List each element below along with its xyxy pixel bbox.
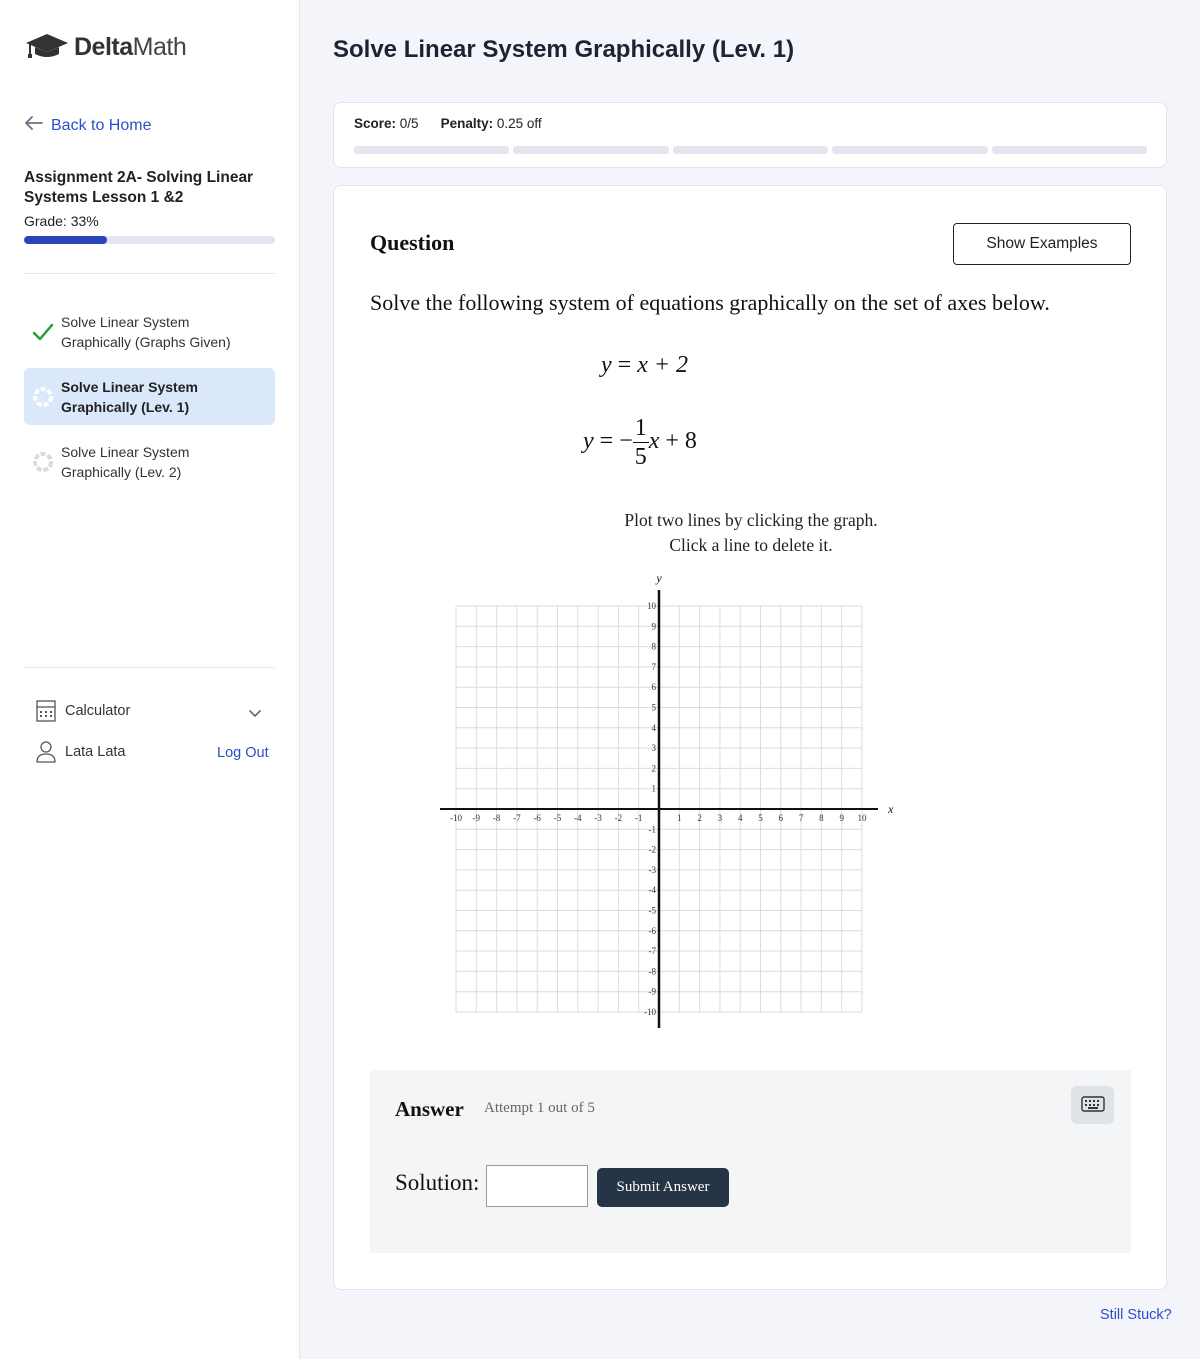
grade-progress-fill [24,236,107,244]
problem-item-lev-2[interactable] [24,433,275,490]
calculator-label: Calculator [65,703,131,719]
sidebar-divider [24,667,275,668]
x-tick-label: 8 [819,813,824,823]
calculator-icon [36,700,56,722]
x-tick-label: -3 [594,813,602,823]
chevron-down-icon[interactable] [248,706,262,725]
back-to-home-link[interactable] [24,116,151,135]
x-tick-label: -7 [513,813,521,823]
y-tick-label: 10 [647,601,656,611]
arrow-left-icon [24,116,43,135]
x-tick-label: 9 [839,813,844,823]
problem-item-graphs-given[interactable] [24,303,275,360]
x-tick-label: 6 [778,813,784,823]
solution-label: Solution: [395,1170,480,1195]
x-tick-label: 7 [798,813,804,823]
y-tick-label: 8 [651,641,656,652]
logout-link[interactable]: Log Out [217,745,269,761]
problem-item-lev-1[interactable] [24,368,275,425]
x-tick-label: -10 [450,813,462,823]
question-prompt: Solve the following system of equations graphically on the set of axes below. [370,290,1050,315]
x-tick-label: 2 [697,813,702,823]
coordinate-graph[interactable] [434,568,894,1033]
x-tick-label: -6 [533,813,541,823]
y-tick-label: -3 [648,864,656,875]
graduation-cap-icon [24,30,70,65]
y-tick-label: 6 [651,682,656,693]
grade-progress-bar [24,236,275,244]
score-segment [992,146,1147,154]
not-started-circle-icon [32,451,54,473]
x-tick-label: -2 [614,813,623,823]
show-examples-button[interactable]: Show Examples [953,223,1131,265]
x-tick-label: 4 [737,813,743,823]
logo-text: DeltaMath [74,33,187,61]
score-progress-segments [354,146,1147,154]
score-value: 0/5 [399,116,419,131]
still-stuck-link[interactable]: Still Stuck? [1100,1307,1172,1323]
graph-instruction-2: Click a line to delete it. [669,535,833,555]
y-tick-label: 7 [651,661,656,672]
problem-item-label: Solve Linear System Graphically (Lev. 2) [61,443,190,480]
y-tick-label: -10 [644,1007,656,1017]
problem-item-label: Solve Linear System Graphically (Graphs Given) [61,313,231,350]
score-card [333,102,1167,168]
checkmark-icon [32,321,54,343]
y-tick-label: -6 [648,925,656,936]
solution-input[interactable] [486,1165,588,1207]
user-icon [36,741,56,763]
x-tick-label: -4 [574,813,582,823]
x-tick-label: -1 [634,813,643,823]
x-tick-label: -8 [492,813,501,823]
y-tick-label: 1 [651,783,656,794]
penalty-value: 0.25 off [496,116,542,131]
grade-text: Grade: 33% [24,213,99,229]
x-axis-label: x [888,802,894,816]
calculator-toggle[interactable] [36,700,276,722]
y-tick-label: -1 [648,824,656,835]
y-tick-label: -5 [648,905,656,916]
question-card [333,185,1167,1290]
deltamath-logo[interactable] [24,30,186,65]
fraction: $\frac{1}{5}$ [634,415,647,470]
y-tick-label: -7 [648,946,656,957]
x-tick-label: -5 [553,813,562,823]
y-tick-label: -9 [648,986,656,997]
sidebar [0,0,300,1359]
x-tick-label: 5 [758,813,763,823]
keyboard-icon [1081,1096,1105,1115]
y-tick-label: 2 [651,763,656,774]
sidebar-divider [24,273,275,274]
y-tick-label: -2 [648,844,656,855]
score-segment [673,146,828,154]
answer-section [370,1070,1131,1253]
y-axis-label: y [656,571,662,585]
y-tick-label: 4 [651,722,656,733]
user-name: Lata Lata [65,744,126,760]
y-tick-label: -4 [648,885,656,896]
score-segment [832,146,987,154]
y-tick-label: -8 [648,966,656,977]
in-progress-circle-icon [32,386,54,408]
y-tick-label: 5 [651,702,656,713]
back-to-home-label: Back to Home [51,116,152,134]
graph-instruction-1: Plot two lines by clicking the graph. [624,510,878,530]
problem-item-label: Solve Linear System Graphically (Lev. 1) [61,378,198,415]
submit-answer-button[interactable]: Submit Answer [597,1168,729,1207]
y-tick-label: 9 [651,621,656,632]
equation-2: y = − $\frac{1}{5}$ x + 8 [583,415,697,470]
score-segment [354,146,509,154]
page-title: Solve Linear System Graphically (Lev. 1) [333,36,795,63]
question-heading: Question [370,230,455,255]
keyboard-toggle-button[interactable] [1071,1086,1114,1124]
score-segment [513,146,668,154]
y-tick-label: 3 [651,743,656,754]
equation-1: y = x + 2 [601,352,689,378]
assignment-title: Assignment 2A- Solving Linear Systems Lesson 1 &2 [24,169,254,206]
x-tick-label: 3 [717,813,723,823]
attempt-counter: Attempt 1 out of 5 [484,1100,595,1116]
x-tick-label: -9 [472,813,481,823]
score-line: Score: 0/5 Penalty: 0.25 off [354,116,542,131]
answer-heading: Answer [395,1097,464,1121]
x-tick-label: 10 [857,813,867,823]
x-tick-label: 1 [677,813,682,823]
